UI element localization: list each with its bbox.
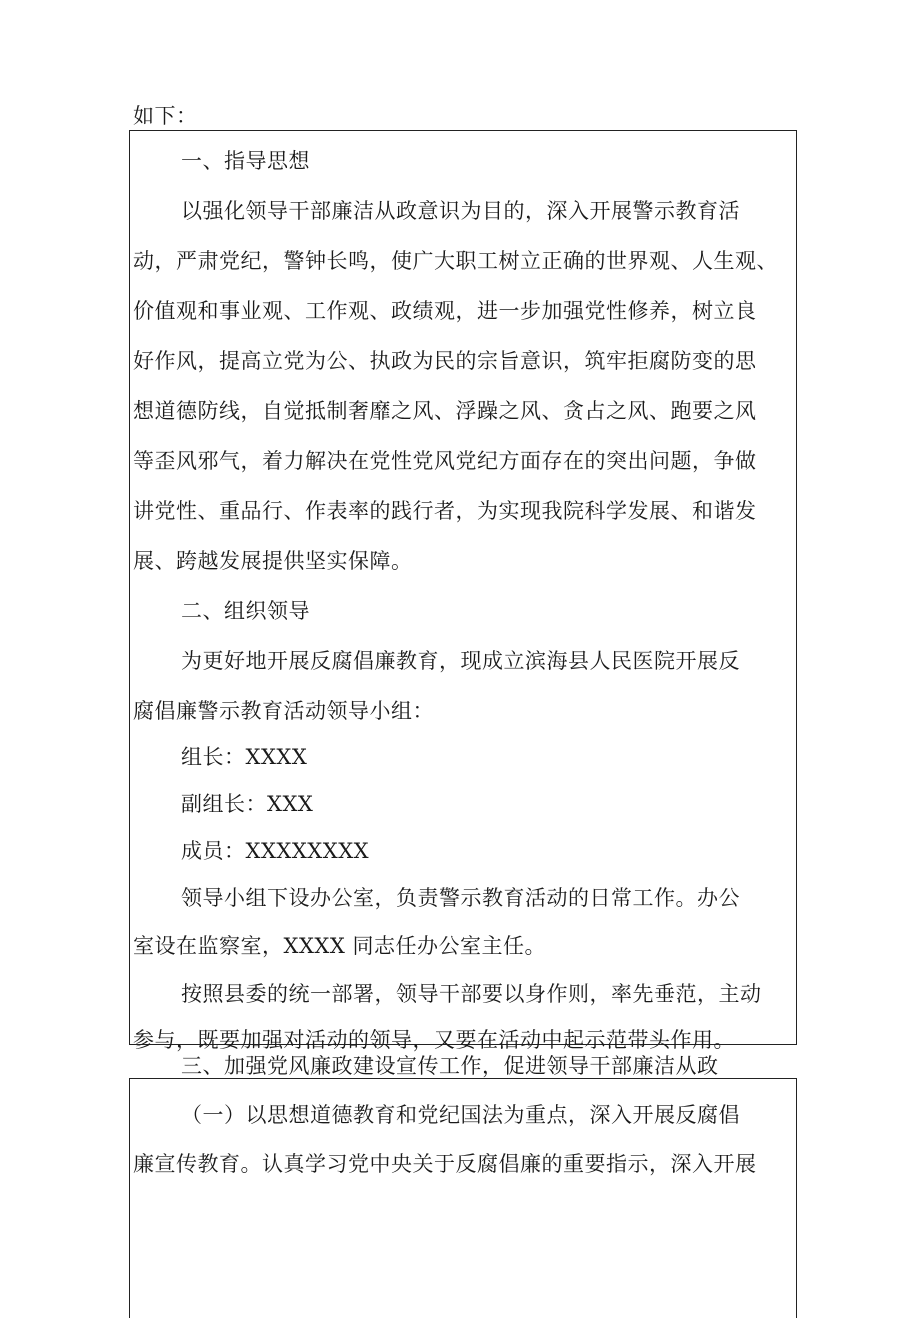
section1-line: 以强化领导干部廉洁从政意识为目的，深入开展警示教育活 <box>181 199 740 223</box>
intro-text: 如下： <box>133 104 198 128</box>
section1-heading: 一、指导思想 <box>181 149 310 173</box>
section3-line: （一）以思想道德教育和党纪国法为重点，深入开展反腐倡 <box>181 1103 740 1127</box>
section2-heading: 二、组织领导 <box>181 599 310 623</box>
deploy-line: 参与，既要加强对活动的领导，又要在活动中起示范带头作用。 <box>133 1028 735 1052</box>
section1-line: 展、跨越发展提供坚实保障。 <box>133 549 413 573</box>
office-line: 领导小组下设办公室，负责警示教育活动的日常工作。办公 <box>181 886 740 910</box>
section1-line: 好作风，提高立党为公、执政为民的宗旨意识，筑牢拒腐防变的思 <box>133 349 757 373</box>
section1-line: 想道德防线，自觉抵制奢靡之风、浮躁之风、贪占之风、跑要之风 <box>133 399 757 423</box>
group-leader: 组长：XXXX <box>181 745 308 769</box>
section3-heading: 三、加强党风廉政建设宣传工作，促进领导干部廉洁从政 <box>181 1054 719 1078</box>
section1-line: 讲党性、重品行、作表率的践行者，为实现我院科学发展、和谐发 <box>133 499 757 523</box>
group-members: 成员：XXXXXXXX <box>181 839 370 863</box>
section2-intro-line: 腐倡廉警示教育活动领导小组： <box>133 699 434 723</box>
section1-line: 动，严肃党纪，警钟长鸣，使广大职工树立正确的世界观、人生观、 <box>133 249 778 273</box>
section3-line: 廉宣传教育。认真学习党中央关于反腐倡廉的重要指示，深入开展 <box>133 1152 757 1176</box>
section1-line: 等歪风邪气，着力解决在党性党风党纪方面存在的突出问题，争做 <box>133 449 757 473</box>
section2-intro-line: 为更好地开展反腐倡廉教育，现成立滨海县人民医院开展反 <box>181 649 740 673</box>
office-line: 室设在监察室，XXXX 同志任办公室主任。 <box>133 934 546 958</box>
deploy-line: 按照县委的统一部署，领导干部要以身作则，率先垂范，主动 <box>181 982 762 1006</box>
section1-line: 价值观和事业观、工作观、政绩观，进一步加强党性修养，树立良 <box>133 299 757 323</box>
deputy-leader: 副组长：XXX <box>181 792 314 816</box>
